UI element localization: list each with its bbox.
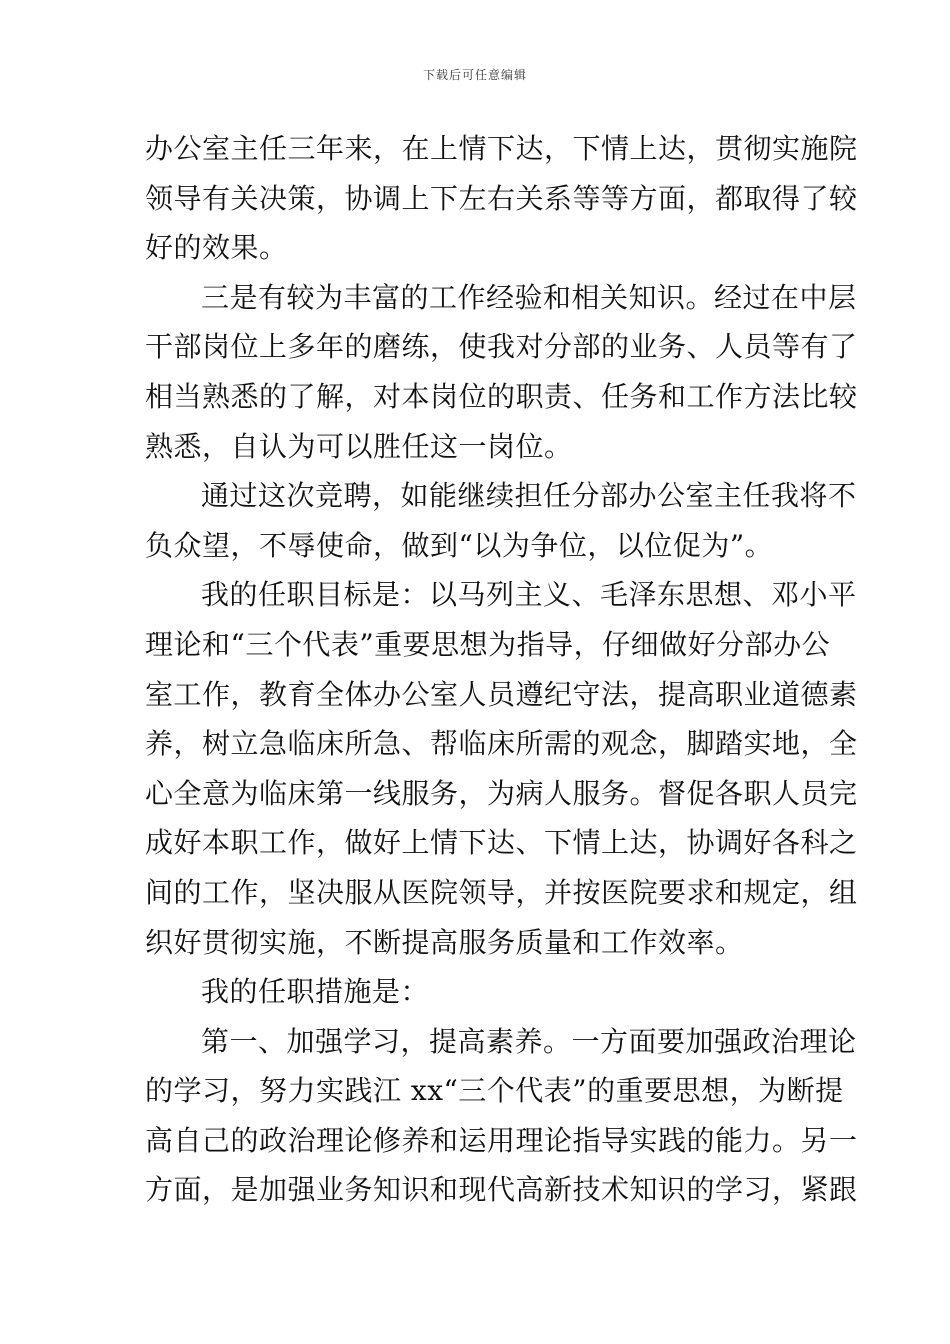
text-line: 好的效果。	[145, 231, 288, 265]
paragraph-first-line: 第一、加强学习，提高素养。一方面要加强政治理论	[201, 1024, 857, 1058]
text-line: 养，树立急临床所急、帮临床所需的观念，脚踏实地，全	[145, 727, 858, 761]
header-note: 下载后可任意编辑	[422, 68, 527, 82]
text-line: 干部岗位上多年的磨练，使我对分部的业务、人员等有了	[145, 330, 858, 364]
text-line: 间的工作，坚决服从医院领导，并按医院要求和规定，组	[145, 875, 858, 909]
text-line: 高自己的政治理论修养和运用理论指导实践的能力。另一	[145, 1123, 858, 1157]
paragraph-first-line: 通过这次竞聘，如能继续担任分部办公室主任我将不	[201, 479, 857, 513]
text-line: 心全意为临床第一线服务，为病人服务。督促各职人员完	[145, 776, 858, 810]
text-line: 室工作，教育全体办公室人员遵纪守法，提高职业道德素	[145, 677, 858, 711]
document-body	[145, 124, 858, 1215]
text-line: 的学习，努力实践江 xx“三个代表”的重要思想，为断提	[145, 1074, 844, 1108]
text-line: 理论和“三个代表”重要思想为指导，仔细做好分部办公	[145, 627, 831, 661]
text-line: 方面，是加强业务知识和现代高新技术知识的学习，紧跟	[145, 1173, 858, 1207]
text-line: 办公室主任三年来，在上情下达，下情上达，贯彻实施院	[145, 132, 858, 165]
text-line: 负众望，不辱使命，做到“以为争位，以位促为”。	[145, 528, 774, 562]
text-line: 织好贯彻实施，不断提高服务质量和工作效率。	[145, 925, 744, 959]
paragraph-first-line: 三是有较为丰富的工作经验和相关知识。经过在中层	[201, 280, 857, 314]
text-line: 成好本职工作，做好上情下达、下情上达，协调好各科之	[145, 826, 858, 860]
paragraph-first-line: 我的任职措施是：	[201, 975, 430, 1009]
text-line: 相当熟悉的了解，对本岗位的职责、任务和工作方法比较	[145, 379, 858, 413]
paragraph-first-line: 我的任职目标是：以马列主义、毛泽东思想、邓小平	[201, 578, 857, 612]
text-line: 熟悉，自认为可以胜任这一岗位。	[145, 429, 573, 463]
text-line: 领导有关决策，协调上下左右关系等等方面，都取得了较	[145, 181, 858, 215]
